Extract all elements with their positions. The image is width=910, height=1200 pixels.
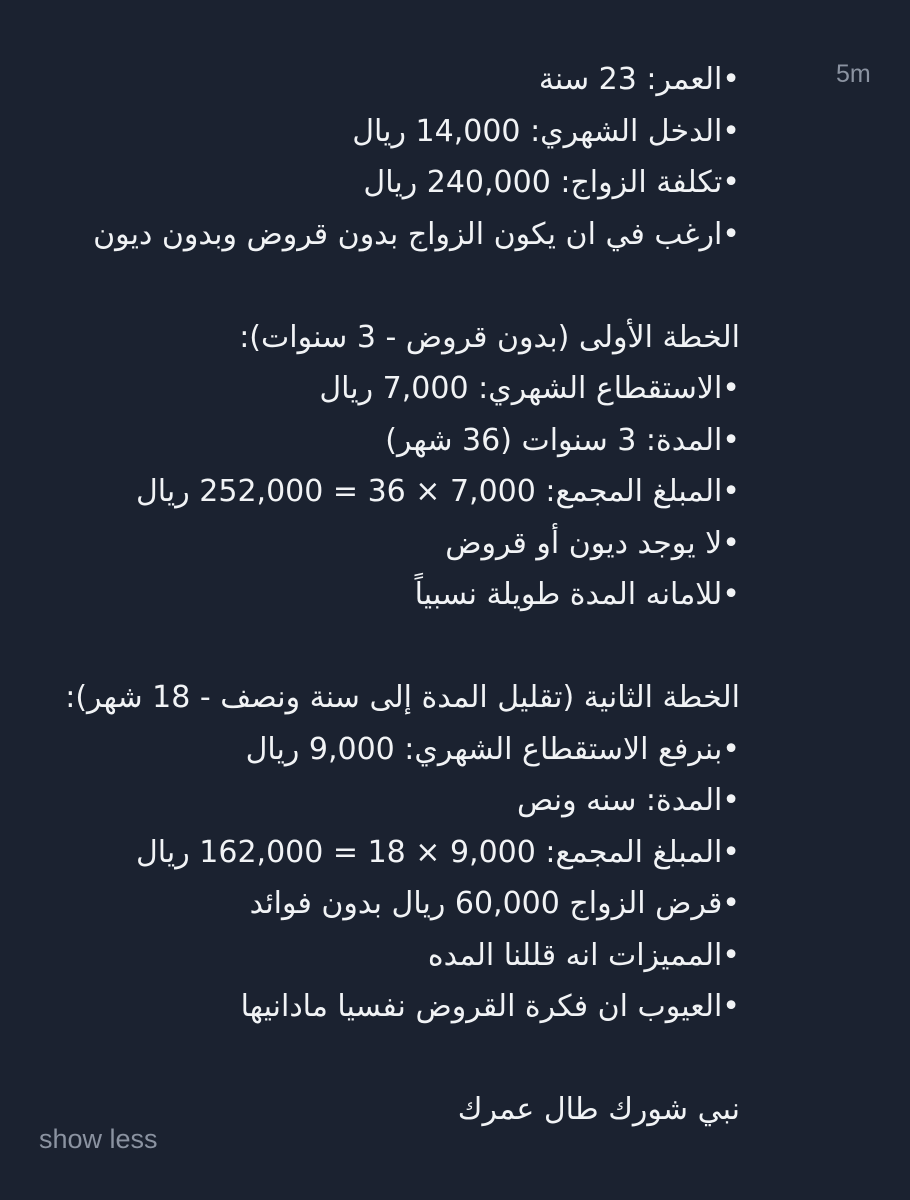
post-body [20, 54, 740, 1136]
plan2-item: •المدة: سنه ونص [516, 783, 740, 818]
plan1-heading: الخطة الأولى (بدون قروض - 3 سنوات): [239, 319, 740, 355]
paragraph-gap [20, 1033, 740, 1085]
intro-line-wish: •ارغب في ان يكون الزواج بدون قروض وبدون ديون [93, 216, 740, 252]
plan2-item: •قرض الزواج 60,000 ريال بدون فوائد [249, 886, 740, 921]
plan2-item: •المبلغ المجمع: 9,000 × 18 = 162,000 ريال [135, 834, 740, 870]
paragraph-gap [20, 621, 740, 673]
plan1-item: •المدة: 3 سنوات (36 شهر) [385, 422, 740, 458]
plan2-item: •العيوب ان فكرة القروض نفسيا مادانيها [240, 989, 740, 1024]
plan2-heading: الخطة الثانية (تقليل المدة إلى سنة ونصف - 18 شهر): [65, 680, 740, 715]
plan2-item: •بنرفع الاستقطاع الشهري: 9,000 ريال [245, 731, 740, 767]
show-less-link[interactable]: show less [39, 1124, 158, 1154]
plan1-item: •الاستقطاع الشهري: 7,000 ريال [319, 371, 740, 406]
paragraph-gap [20, 260, 740, 312]
post-timestamp: 5m [836, 60, 871, 88]
closing-line: نبي شورك طال عمرك [457, 1092, 740, 1127]
plan1-item: •المبلغ المجمع: 7,000 × 36 = 252,000 ريال [135, 474, 740, 509]
intro-line-age: •العمر: 23 سنة [538, 62, 740, 97]
plan1-item: •لا يوجد ديون أو قروض [445, 525, 740, 561]
plan1-item: •للامانه المدة طويلة نسبياً [414, 577, 740, 612]
intro-line-cost: •تكلفة الزواج: 240,000 ريال [363, 165, 740, 200]
intro-line-income: •الدخل الشهري: 14,000 ريال [352, 113, 740, 149]
plan2-item: •المميزات انه قللنا المده [427, 937, 740, 973]
